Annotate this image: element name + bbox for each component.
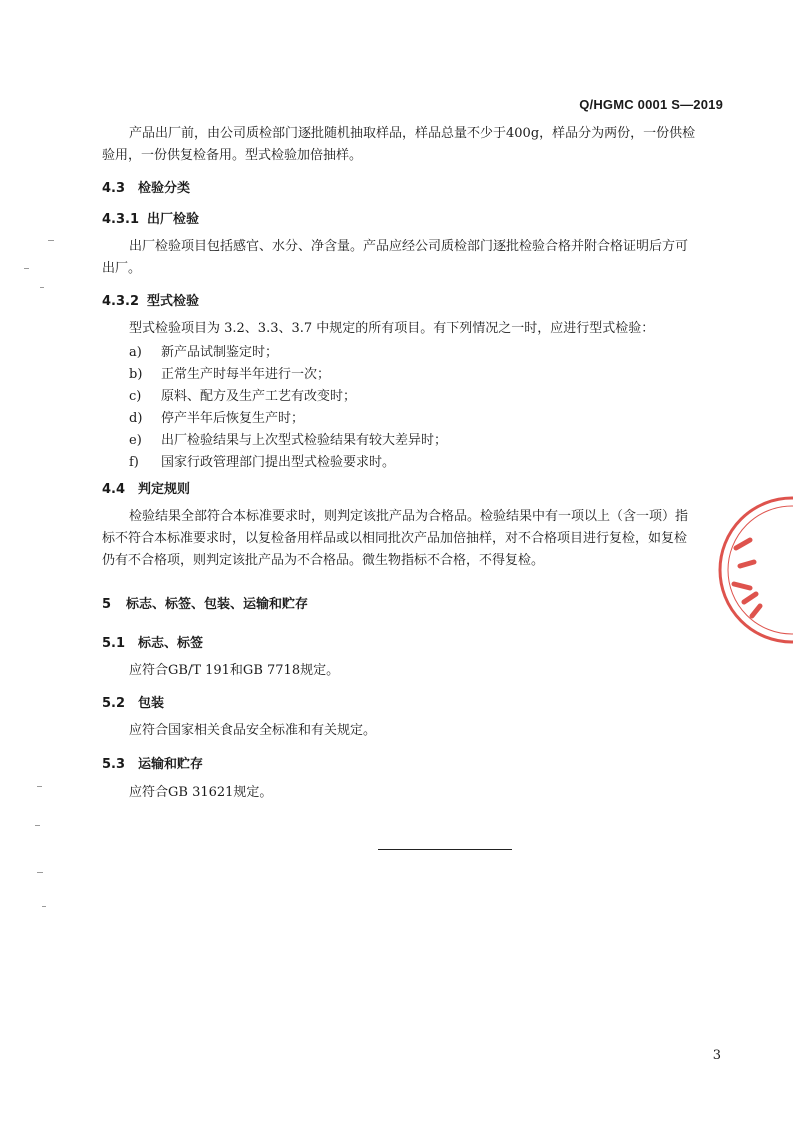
scan-speck [37, 786, 42, 787]
section-number: 5.1 [102, 636, 126, 651]
s4-4-line-3: 仍有不合格项，则判定该批产品为不合格品。微生物指标不合格，不得复检。 [102, 553, 545, 568]
section-title: 出厂检验 [147, 212, 200, 227]
section-title: 型式检验 [147, 294, 200, 309]
section-title: 包装 [138, 696, 165, 711]
list-label: b) [129, 367, 143, 382]
section-number: 4.3.1 [102, 212, 140, 227]
list-item [129, 429, 447, 448]
list-text: 新产品试制鉴定时； [161, 345, 279, 360]
scan-speck [24, 268, 29, 269]
s4-3-1-line-2: 出厂。 [102, 261, 142, 276]
section-number: 5 [102, 597, 112, 612]
s4-4-line-1: 检验结果全部符合本标准要求时，则判定该批产品为合格品。检验结果中有一项以上（含一项）指 [129, 509, 689, 524]
section-5-3-heading [102, 753, 203, 772]
list-item [129, 385, 356, 404]
section-number: 5.2 [102, 696, 126, 711]
s4-4-line-2: 标不符合本标准要求时，以复检备用样品或以相同批次产品加倍抽样，对不合格项目进行复检，如复检 [102, 531, 688, 546]
list-label: a) [129, 345, 142, 360]
list-label: f) [129, 455, 139, 470]
section-number: 4.3.2 [102, 294, 140, 309]
section-title: 标志、标签、包装、运输和贮存 [126, 597, 309, 612]
s5-1-text: 应符合GB/T 191和GB 7718规定。 [129, 663, 340, 678]
section-title: 判定规则 [138, 482, 191, 497]
section-4-4-heading [102, 478, 190, 497]
list-item [129, 363, 330, 382]
list-item [129, 341, 278, 360]
section-number: 4.4 [102, 482, 126, 497]
page-number: 3 [712, 1048, 721, 1063]
scan-speck [40, 287, 44, 288]
section-title: 运输和贮存 [138, 757, 204, 772]
section-title: 检验分类 [138, 181, 191, 196]
section-4-3-heading [102, 177, 190, 196]
list-text: 正常生产时每半年进行一次； [161, 367, 331, 382]
document-code: Q/HGMC 0001 S—2019 [579, 97, 723, 112]
section-number: 4.3 [102, 181, 126, 196]
s5-3-text: 应符合GB 31621规定。 [129, 785, 273, 800]
s4-3-1-line-1: 出厂检验项目包括感官、水分、净含量。产品应经公司质检部门逐批检验合格并附合格证明后方可 [129, 239, 689, 254]
list-text: 原料、配方及生产工艺有改变时； [161, 389, 357, 404]
section-4-3-2-heading [102, 290, 199, 309]
intro-line-1: 产品出厂前，由公司质检部门逐批随机抽取样品，样品总量不少于400g，样品分为两份，一份供检 [129, 126, 696, 141]
list-item [129, 451, 395, 470]
scan-speck [35, 825, 40, 826]
end-of-content-rule [378, 849, 512, 850]
s4-3-2-line-1: 型式检验项目为 3.2、3.3、3.7 中规定的所有项目。有下列情况之一时，应进行型式检验： [129, 321, 655, 336]
list-text: 停产半年后恢复生产时； [161, 411, 305, 426]
s5-2-text: 应符合国家相关食品安全标准和有关规定。 [129, 723, 377, 738]
list-label: d) [129, 411, 143, 426]
red-seal-stamp [700, 488, 793, 658]
list-item [129, 407, 304, 426]
section-5-2-heading [102, 692, 164, 711]
section-title: 标志、标签 [138, 636, 204, 651]
list-text: 出厂检验结果与上次型式检验结果有较大差异时； [161, 433, 448, 448]
section-4-3-1-heading [102, 208, 199, 227]
scan-speck [42, 906, 46, 907]
scan-speck [37, 872, 43, 873]
list-label: e) [129, 433, 142, 448]
section-5-1-heading [102, 632, 203, 651]
intro-line-2: 验用，一份供复检备用。型式检验加倍抽样。 [102, 148, 363, 163]
scan-speck [48, 240, 54, 241]
list-label: c) [129, 389, 142, 404]
section-5-heading [102, 593, 308, 612]
section-number: 5.3 [102, 757, 126, 772]
list-text: 国家行政管理部门提出型式检验要求时。 [161, 455, 396, 470]
